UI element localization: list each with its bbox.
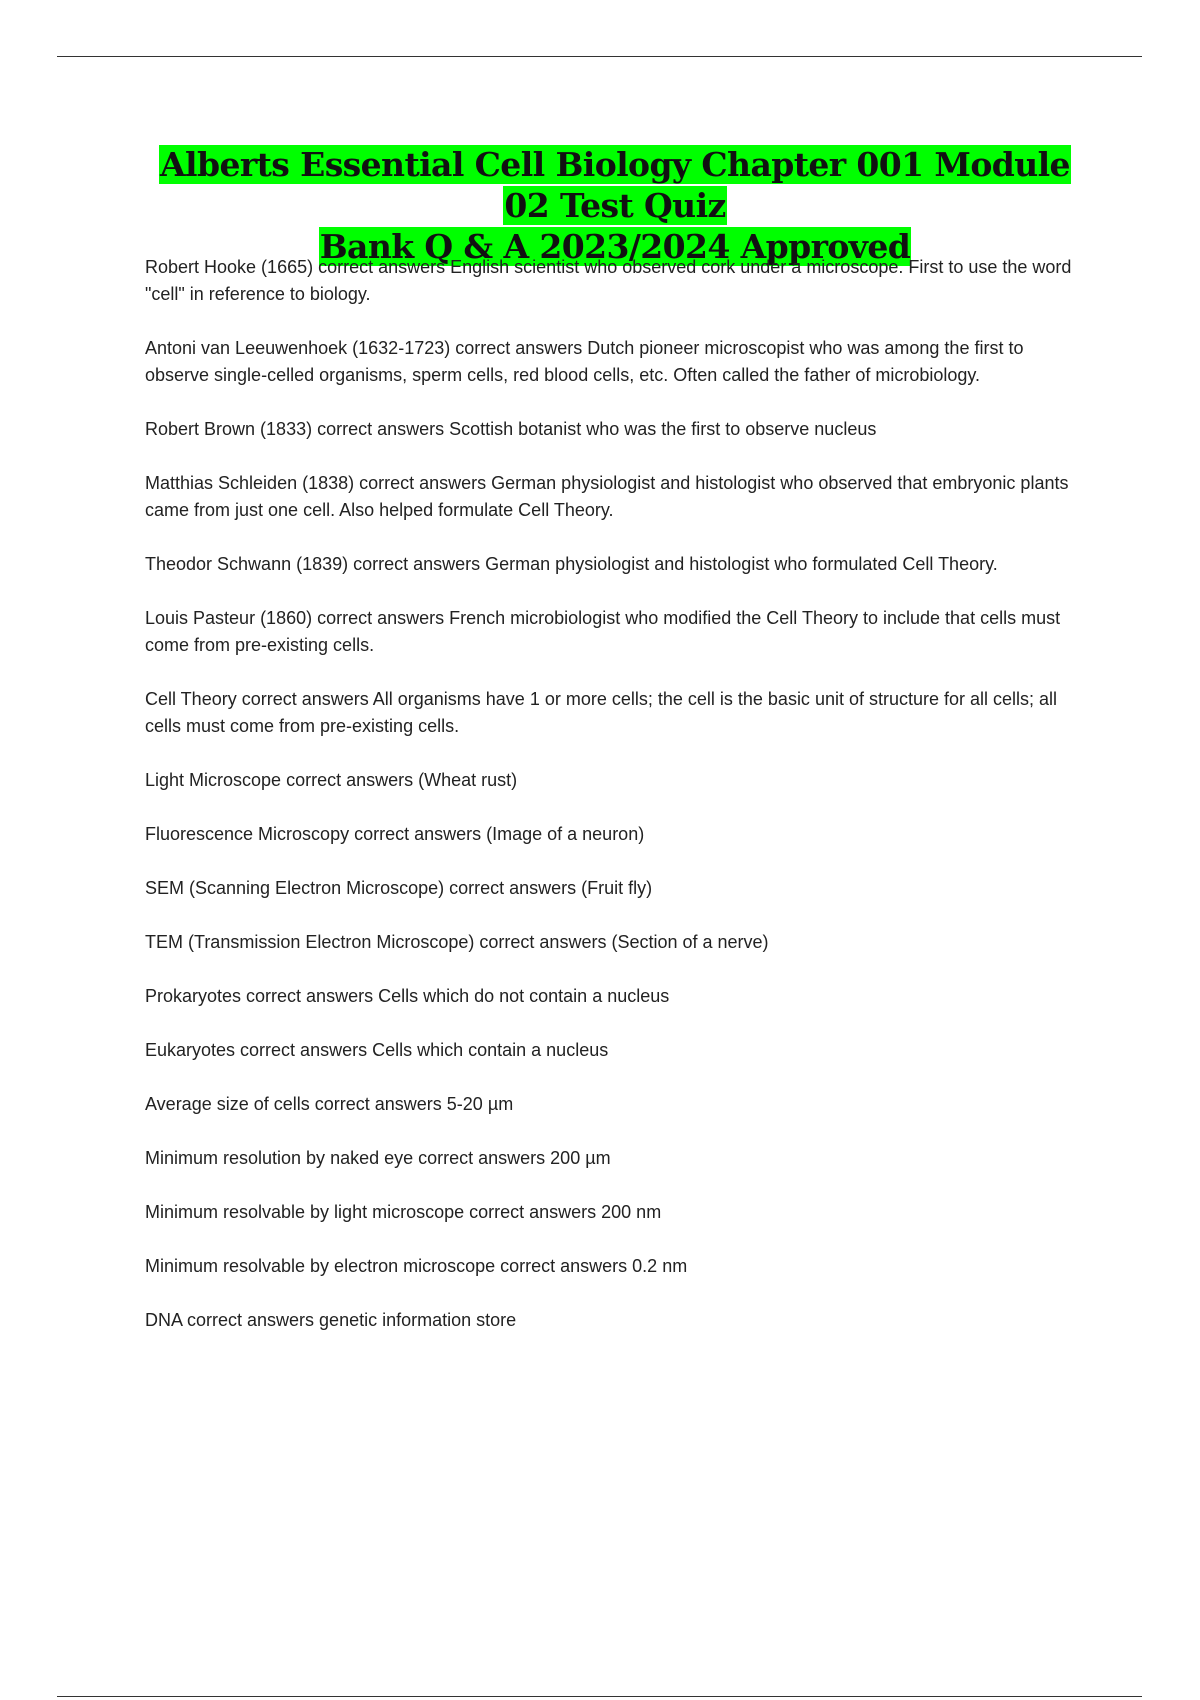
qa-entry-schwann: Theodor Schwann (1839) correct answers German physiologist and histologist who formulated Cell Theory. [145, 554, 998, 574]
qa-entry-tem: TEM (Transmission Electron Microscope) correct answers (Section of a nerve) [145, 932, 769, 952]
qa-entry-cell-theory: Cell Theory correct answers All organisms have 1 or more cells; the cell is the basic unit of structure for all cells; all cells must come from pre-existing cells. [145, 689, 1058, 736]
qa-entry-naked-eye: Minimum resolution by naked eye correct answers 200 µm [145, 1148, 611, 1168]
document-title [140, 144, 1090, 267]
qa-entry-electron-resolution: Minimum resolvable by electron microscope correct answers 0.2 nm [145, 1256, 688, 1276]
qa-entry-robert-brown: Robert Brown (1833) correct answers Scottish botanist who was the first to observe nucleus [145, 419, 877, 439]
qa-entry-schleiden: Matthias Schleiden (1838) correct answers German physiologist and histologist who observed that embryonic plants came from just one cell. Also helped formulate Cell Theory. [145, 473, 1069, 520]
qa-entry-pasteur: Louis Pasteur (1860) correct answers French microbiologist who modified the Cell Theory to include that cells must come from pre-existing cells. [145, 608, 1061, 655]
qa-entry-prokaryotes: Prokaryotes correct answers Cells which do not contain a nucleus [145, 986, 670, 1006]
qa-entry-sem: SEM (Scanning Electron Microscope) correct answers (Fruit fly) [145, 878, 653, 898]
document-title-text [140, 144, 1090, 267]
title-line-2: Bank Q & A 2023/2024 Approved [319, 227, 911, 266]
qa-entry-dna: DNA correct answers genetic information store [145, 1310, 517, 1330]
qa-entry-robert-hooke: Robert Hooke (1665) correct answers English scientist who observed cork under a microscope. First to use the word "cell" in reference to biology. [145, 257, 1072, 304]
title-line-1: Alberts Essential Cell Biology Chapter 001 Module 02 Test Quiz [160, 145, 1070, 225]
qa-entry-fluorescence: Fluorescence Microscopy correct answers (Image of a neuron) [145, 824, 645, 844]
qa-entry-cell-size: Average size of cells correct answers 5-20 µm [145, 1094, 514, 1114]
qa-entry-eukaryotes: Eukaryotes correct answers Cells which contain a nucleus [145, 1040, 609, 1060]
qa-entry-leeuwenhoek: Antoni van Leeuwenhoek (1632-1723) correct answers Dutch pioneer microscopist who was among the first to observe single-celled organisms, sperm cells, red blood cells, etc. Often called the father of microbiology. [145, 338, 1024, 385]
footer-rule [57, 1696, 1142, 1697]
header-rule [57, 56, 1142, 57]
qa-entry-light-resolution: Minimum resolvable by light microscope correct answers 200 nm [145, 1202, 662, 1222]
qa-list [145, 254, 1085, 1361]
qa-entry-light-microscope: Light Microscope correct answers (Wheat rust) [145, 770, 518, 790]
